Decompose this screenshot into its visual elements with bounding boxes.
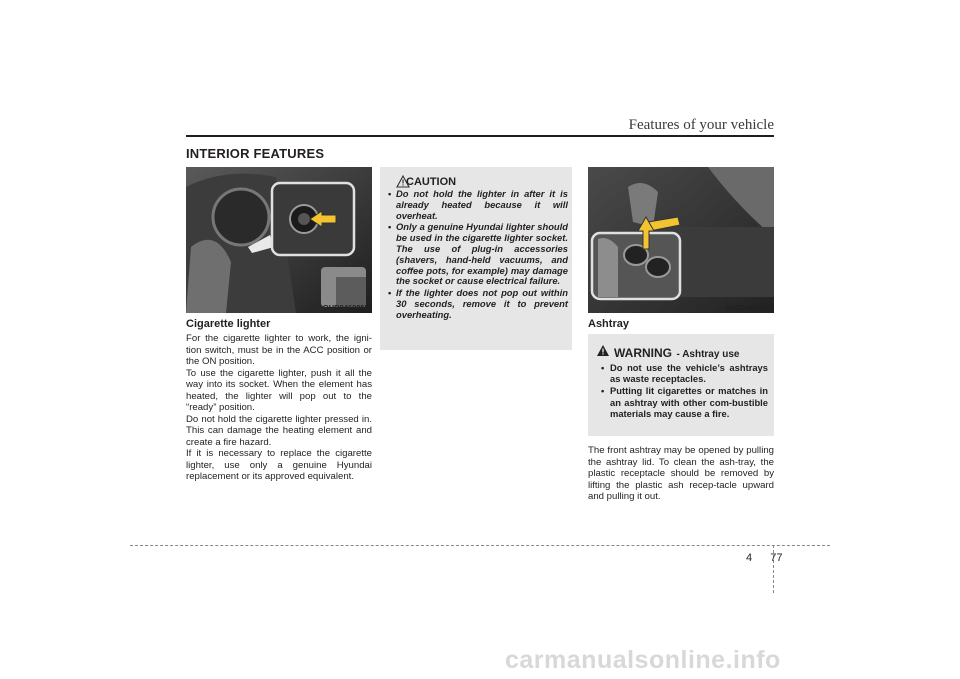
lighter-photo [186,167,372,313]
footer-rule [130,545,830,546]
caution-item: • If the lighter does not pop out within 30 seconds, remove it to prevent overheating. [386,288,568,320]
warning-title: WARNING [614,346,672,360]
photo-code: OHD046085R [322,303,370,312]
caution-box [380,167,572,350]
page-number-value: 77 [770,552,783,564]
warning-triangle-filled-icon [596,344,610,357]
page-number [746,552,783,564]
lighter-paragraph: For the cigarette lighter to work, the igni-tion switch, must be in the ACC position or the ON position. [186,333,372,367]
lighter-paragraph: Do not hold the cigarette lighter pressed in. This can damage the heating element and create a fire hazard. [186,413,372,448]
watermark: carmanualsonline.info [505,646,781,674]
caution-title: CAUTION [406,176,457,188]
warning-list [596,362,768,420]
lighter-paragraph: If it is necessary to replace the cigarette lighter, use only a genuine Hyundai replacement or its approved equivalent. [186,448,372,482]
chapter-number: 4 [746,552,753,564]
ashtray-body [588,445,774,503]
photo-code: OHD046086R [724,303,772,312]
lighter-heading: Cigarette lighter [186,318,271,330]
caution-list [386,189,568,322]
ashtray-heading: Ashtray [588,318,629,330]
warning-subtitle: - Ashtray use [676,349,740,360]
lighter-paragraph: To use the cigarette lighter, push it all the way into its socket. When the element has heated, the lighter will pop out to the “ready” position. [186,367,372,413]
warning-box [588,334,774,436]
caution-item: • Only a genuine Hyundai lighter should be used in the cigarette lighter socket. The use of plug-in accessories (shavers, hand-held vacuums, and coffee pots, for example) may damage the socket or cause electrical failure. [386,222,568,287]
caution-item: • Do not hold the lighter in after it is already heated because it will overheat. [386,189,568,221]
ashtray-paragraph: The front ashtray may be opened by pulling the ashtray lid. To clean the ash-tray, the plastic receptacle should be removed by lifting the plastic ash recep-tacle upward and pulling it out. [588,445,774,502]
header-rule [186,135,774,137]
warning-item: • Putting lit cigarettes or matches in an ashtray with other com-bustible materials may cause a fire. [596,385,768,419]
section-title: Features of your vehicle [628,117,774,133]
page-heading: INTERIOR FEATURES [186,146,325,161]
lighter-body [186,333,372,483]
ashtray-photo [588,167,774,313]
warning-item: • Do not use the vehicle’s ashtrays as waste receptacles. [596,362,768,384]
